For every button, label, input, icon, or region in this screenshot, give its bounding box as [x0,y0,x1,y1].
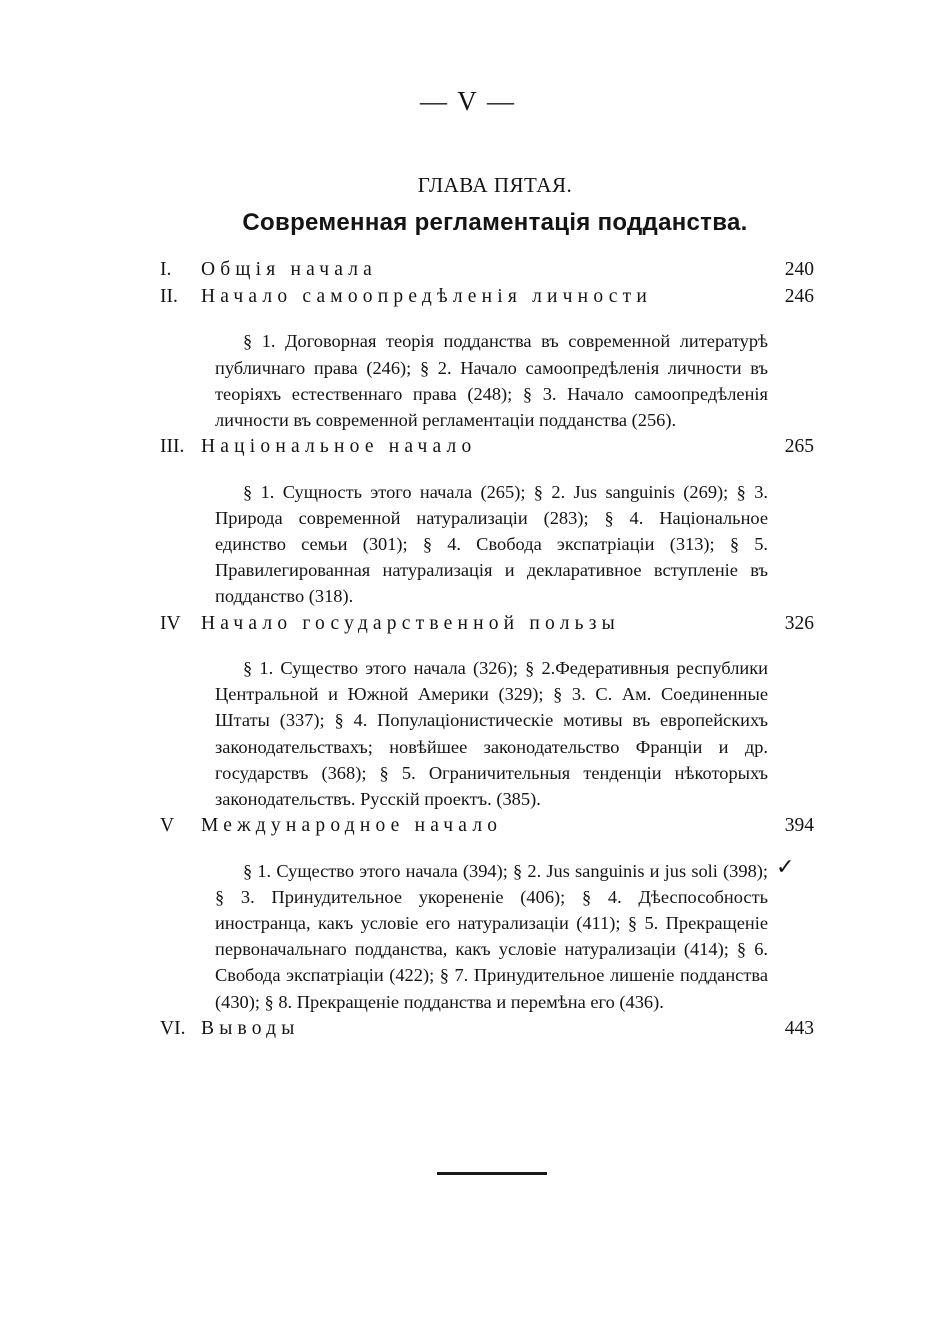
toc-entry-page: 246 [784,286,814,307]
toc-entry-heading: Начало самоопредѣленія личности [201,286,652,307]
toc-entry-5 [0,812,936,1015]
toc-entry-description: § 1. Существо этого начала (394); § 2. Jus sanguinis и jus soli (398); § 3. Принудительное укорененіе (406); § 4. Дѣеспособность иностранца, какъ условіе его натурализаціи (411); § 5. Прекращеніе первоначальнаго подданства, какъ условіе натурализаціи (414); § 6. Свобода экспатріаціи (422); § 7. Принудительное лишеніе подданства (430); § 8. Прекращеніе подданства и перемѣна его (436). [215,860,768,1012]
toc-entry-numeral: III. [160,436,185,458]
toc-entry-description: § 1. Договорная теорія подданства въ современной литературѣ публичнаго права (246); § 2. Начало самоопредѣленія личности въ теоріяхъ естественнаго права (248); § 3. Начало самоопредѣленія личности въ современной регламентаціи подданства (256). [215,331,768,430]
toc-entry-description: § 1. Сущность этого начала (265); § 2. Jus sanguinis (269); § 3. Природа современной натурализаціи (283); § 4. Національное единство семьи (301); § 4. Свобода экспатріаціи (313); § 5. Правилегированная натурализація и декларативное вступленіе въ подданство (318). [215,481,768,607]
toc-entry-2 [0,283,936,433]
toc-entry-page: 265 [784,436,814,458]
toc-entry-6 [0,1015,936,1042]
toc-entry-numeral: IV [160,612,181,634]
toc-entry-numeral: I. [160,259,172,280]
toc-entry-heading-line [0,283,936,310]
toc-entry-heading-line [0,1015,936,1042]
table-of-contents [0,256,936,1042]
toc-entry-numeral: VI. [160,1017,186,1039]
page-number: — V — [419,86,517,116]
toc-entry-page: 443 [784,1017,814,1039]
toc-entry-heading-line [0,256,936,283]
toc-entry-heading: Начало государственной пользы [201,612,620,634]
toc-entry-numeral: V [160,815,175,837]
handwritten-check-mark: ✓ [776,854,795,880]
toc-entry-description: § 1. Существо этого начала (326); § 2.Федеративныя республики Центральной и Южной Америки (329); § 3. С. Ам. Соединенные Штаты (337); § 4. Популаціонистическіе мотивы въ европейскихъ законодательствахъ; новѣйшее законодательство Франціи и др. государствъ (368); § 5. Ограничительныя тенденціи нѣкоторыхъ законодательствъ. Русскій проектъ. (385). [215,658,768,810]
toc-entry-page: 240 [784,259,814,280]
toc-entry-numeral: II. [160,286,178,307]
toc-entry-1 [0,256,936,283]
end-divider-rule [437,1172,547,1175]
toc-entry-heading: Общія начала [201,259,378,280]
chapter-title: Современная регламентація подданства. [242,209,748,236]
toc-entry-page: 394 [784,815,814,837]
toc-entry-heading-line [0,812,936,839]
toc-entry-heading-line [0,610,936,637]
toc-entry-heading: Международное начало [201,815,503,837]
toc-entry-heading: Выводы [201,1017,300,1039]
toc-entry-heading: Національное начало [201,436,477,458]
toc-entry-heading-line [0,433,936,460]
toc-entry-3 [0,433,936,609]
toc-entry-page: 326 [784,612,814,634]
toc-entry-4 [0,610,936,813]
chapter-label: ГЛАВА ПЯТАЯ. [417,173,573,197]
